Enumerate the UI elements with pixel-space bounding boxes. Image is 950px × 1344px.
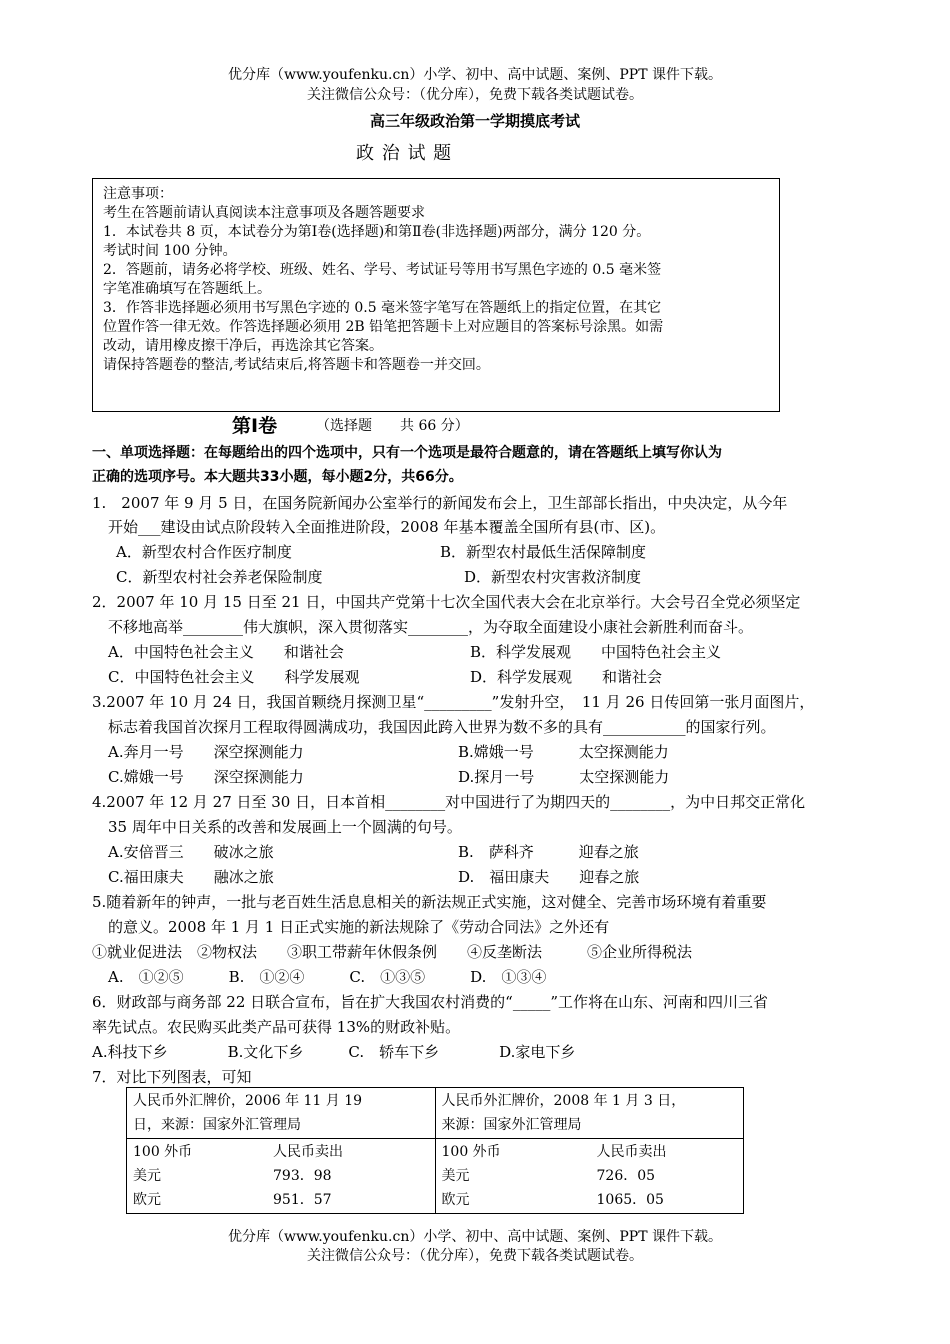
table-cell: 人民币卖出 <box>273 1144 343 1160</box>
q3-line-1: 3.2007 年 10 月 24 日，我国首颗绕月探测卫星“_________”发射升空， 11 月 26 日传回第一张月面图片， <box>92 693 815 711</box>
q3-option-a: A.奔月一号 深空探测能力 <box>108 743 304 761</box>
q4-option-d: D. 福田康夫 迎春之旅 <box>458 868 640 886</box>
notice-box <box>92 178 780 412</box>
exchange-rate-table <box>126 1087 744 1214</box>
table-cell: 951．57 <box>273 1192 332 1208</box>
table-header-text: 日，来源：国家外汇管理局 <box>133 1117 301 1133</box>
table-cell: 793．98 <box>273 1168 332 1184</box>
q5-line-2: 的意义。2008 年 1 月 1 日正式实施的新法规除了《劳动合同法》之外还有 <box>108 918 610 936</box>
header-line-2: 关注微信公众号：（优分库），免费下载各类试题试卷。 <box>307 87 643 103</box>
table-cell: 美元 <box>133 1168 161 1184</box>
table-row <box>442 1188 738 1212</box>
table-cell: 美元 <box>441 1168 470 1184</box>
notice-line: 改动，请用橡皮擦干净后，再选涂其它答案。 <box>103 338 383 354</box>
q2-option-a: A．中国特色社会主义 和谐社会 <box>108 643 344 661</box>
table-cell: 欧元 <box>133 1192 161 1208</box>
q2-option-d: D．科学发展观 和谐社会 <box>470 668 663 686</box>
notice-line: 考试时间 100 分钟。 <box>103 243 237 259</box>
part-title: 第Ⅰ卷 <box>232 415 278 437</box>
section-instruction-2: 正确的选项序号。本大题共33小题，每小题2分，共66分。 <box>92 469 463 485</box>
q5-options: A. ①②⑤ B. ①②④ C. ①③⑤ D. ①③④ <box>108 968 547 986</box>
q1-option-d: D．新型农村灾害救济制度 <box>464 568 642 586</box>
part-note: （选择题 共 66 分） <box>316 418 469 434</box>
notice-line: 2．答题前，请务必将学校、班级、姓名、学号、考试证号等用书写黑色字迹的 0.5 毫米签 <box>103 262 662 278</box>
q1-option-c: C．新型农村社会养老保险制度 <box>116 568 323 586</box>
notice-line: 请保持答题卷的整洁,考试结束后,将答题卡和答题卷一并交回。 <box>103 357 490 373</box>
table-cell: 欧元 <box>441 1192 470 1208</box>
q3-option-d: D.探月一号 太空探测能力 <box>458 768 670 786</box>
q3-option-b: B.嫦娥一号 太空探测能力 <box>458 743 669 761</box>
table-cell: 人民币卖出 <box>596 1144 667 1160</box>
q5-line-3: ①就业促进法 ②物权法 ③职工带薪年休假条例 ④反垄断法 ⑤企业所得税法 <box>92 943 693 961</box>
q2-line-1: 2．2007 年 10 月 15 日至 21 日，中国共产党第十七次全国代表大会在北京举行。大会号召全党必须坚定 <box>92 593 801 611</box>
q6-line-2: 率先试点。农民购买此类产品可获得 13%的财政补贴。 <box>92 1018 461 1036</box>
footer-line-2: 关注微信公众号：（优分库），免费下载各类试题试卷。 <box>307 1248 643 1264</box>
q4-option-a: A.安倍晋三 破冰之旅 <box>108 843 274 861</box>
section-instruction-1: 一、单项选择题：在每题给出的四个选项中，只有一个选项是最符合题意的，请在答题纸上填写你认为 <box>92 445 722 461</box>
q6-options: A.科技下乡 B.文化下乡 C. 轿车下乡 D.家电下乡 <box>92 1043 576 1061</box>
q4-option-c: C.福田康夫 融冰之旅 <box>108 868 274 886</box>
q4-line-1: 4.2007 年 12 月 27 日至 30 日，日本首相________对中国进行了为期四天的________，为中日邦交正常化 <box>92 793 806 811</box>
notice-line: 注意事项： <box>103 186 173 202</box>
q1-option-b: B．新型农村最低生活保障制度 <box>440 543 647 561</box>
notice-line: 位置作答一律无效。作答选择题必须用 2B 铅笔把答题卡上对应题目的答案标号涂黑。如需 <box>103 319 664 335</box>
table-cell: 100 外币 <box>441 1144 501 1160</box>
q1-option-a: A．新型农村合作医疗制度 <box>116 543 292 561</box>
q7-line-1: 7．对比下列图表，可知 <box>92 1068 252 1086</box>
q4-option-b: B. 萨科齐 迎春之旅 <box>458 843 639 861</box>
table-cell: 1065．05 <box>596 1192 664 1208</box>
q2-line-2: 不移地高举________伟大旗帜，深入贯彻落实________，为夺取全面建设小康社会新胜利而奋斗。 <box>108 618 754 636</box>
table-row <box>133 1140 429 1164</box>
q5-line-1: 5.随着新年的钟声，一批与老百姓生活息息相关的新法规正式实施，这对健全、完善市场环境有着重要 <box>92 893 767 911</box>
table-header-text: 人民币外汇牌价，2006 年 11 月 19 <box>133 1093 363 1109</box>
notice-line: 1．本试卷共 8 页，本试卷分为第Ⅰ卷(选择题)和第Ⅱ卷(非选择题)两部分，满分 120 分。 <box>103 224 651 240</box>
table-header-left <box>127 1088 436 1139</box>
q2-option-c: C．中国特色社会主义 科学发展观 <box>108 668 360 686</box>
page-title: 高三年级政治第一学期摸底考试 <box>369 112 580 130</box>
table-header-text: 来源：国家外汇管理局 <box>441 1117 582 1133</box>
table-body-right <box>435 1139 744 1214</box>
footer-line-1: 优分库（www.youfenku.cn）小学、初中、高中试题、案例、PPT 课件下载。 <box>227 1229 722 1245</box>
notice-line: 字笔准确填写在答题纸上。 <box>103 281 271 297</box>
table-body-left <box>127 1139 436 1214</box>
q4-line-2: 35 周年中日关系的改善和发展画上一个圆满的句号。 <box>108 818 462 836</box>
table-row <box>133 1188 429 1212</box>
notice-line: 考生在答题前请认真阅读本注意事项及各题答题要求 <box>103 205 425 221</box>
table-cell: 100 外币 <box>133 1144 193 1160</box>
q2-option-b: B．科学发展观 中国特色社会主义 <box>470 643 722 661</box>
q1-line-1: 1. 2007 年 9 月 5 日，在国务院新闻办公室举行的新闻发布会上，卫生部部长指出，中央决定，从今年 <box>92 494 788 512</box>
page-subtitle: 政 治 试 题 <box>356 143 453 164</box>
notice-line: 3．作答非选择题必须用书写黑色字迹的 0.5 毫米签字笔写在答题纸上的指定位置，在其它 <box>103 300 662 316</box>
table-row <box>442 1140 738 1164</box>
q3-option-c: C.嫦娥一号 深空探测能力 <box>108 768 304 786</box>
header-line-1: 优分库（www.youfenku.cn）小学、初中、高中试题、案例、PPT 课件下载。 <box>227 67 722 83</box>
table-row <box>133 1164 429 1188</box>
q6-line-1: 6．财政部与商务部 22 日联合宣布，旨在扩大我国农村消费的“_____”工作将在山东、河南和四川三省 <box>92 993 769 1011</box>
table-row <box>442 1164 738 1188</box>
q1-line-2: 开始___建设由试点阶段转入全面推进阶段，2008 年基本覆盖全国所有县(市、区)。 <box>108 518 666 536</box>
q3-line-2: 标志着我国首次探月工程取得圆满成功，我国因此跨入世界为数不多的具有___________的国家行列。 <box>108 718 776 736</box>
table-cell: 726．05 <box>596 1168 656 1184</box>
table-header-right <box>435 1088 744 1139</box>
table-header-text: 人民币外汇牌价，2008 年 1 月 3 日， <box>441 1093 686 1109</box>
